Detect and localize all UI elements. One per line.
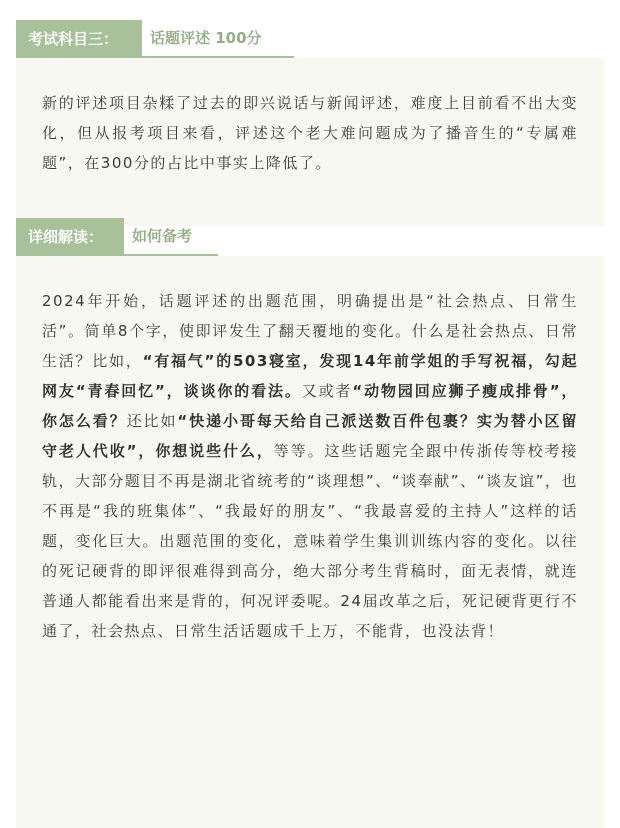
section-subtitle: 如何备考 [124,218,218,256]
section-exam-subject-3 [16,20,604,226]
body-text: 还比如 [126,412,178,430]
body-text: 又或者 [301,382,353,400]
body-text: 新的评述项目杂糅了过去的即兴说话与新闻评述，难度上目前看不出大变化，但从报考项目来看，评述这个老大难问题成为了播音生的“专属难题”，在300分的占比中事实上降低了。 [42,94,578,172]
body-text: 2024年开始，话题评述的出题范围，明确提出是“社会热点、日常生活”。简单8个字，使即评发生了翻天覆地的变化。什么是社会热点、日常生活？比如， [42,292,578,370]
bold-example-2: “动物园回应狮子瘦成排骨”，你怎么看？ [42,382,579,430]
section-header [16,20,604,58]
section-detailed-interpretation [16,218,604,828]
body-text: 等等。这些话题完全跟中传浙传等校考接轨，大部分题目不再是湖北省统考的“谈理想”、“谈奉献”、“谈友谊”，也不再是“我的班集体”、“我最好的朋友”、“我最喜爱的主持人”这样的话题，变化巨大。出题范围的变化，意味着学生集训训练内容的变化。以往的死记硬背的即评很难得到高分，绝大部分考生背稿时，面无表情，就连普通人都能看出来是背的，何况评委呢。24届改革之后，死记硬背更行不通了，社会热点、日常生活话题成千上万，不能背，也没法背！ [42,442,578,640]
section-header [16,218,604,256]
section-tag: 详细解读： [16,218,124,256]
section-body [16,256,604,828]
bold-example-3: “快递小哥每天给自己派送数百件包裹？实为替小区留守老人代收”，你想说些什么， [42,412,578,460]
section-subtitle: 话题评述 100分 [142,20,294,58]
section-body [16,58,604,226]
section-tag: 考试科目三： [16,20,142,58]
bold-example-1: “有福气”的503寝室，发现14年前学姐的手写祝福，勾起网友“青春回忆”，谈谈你的看法。 [42,352,578,400]
